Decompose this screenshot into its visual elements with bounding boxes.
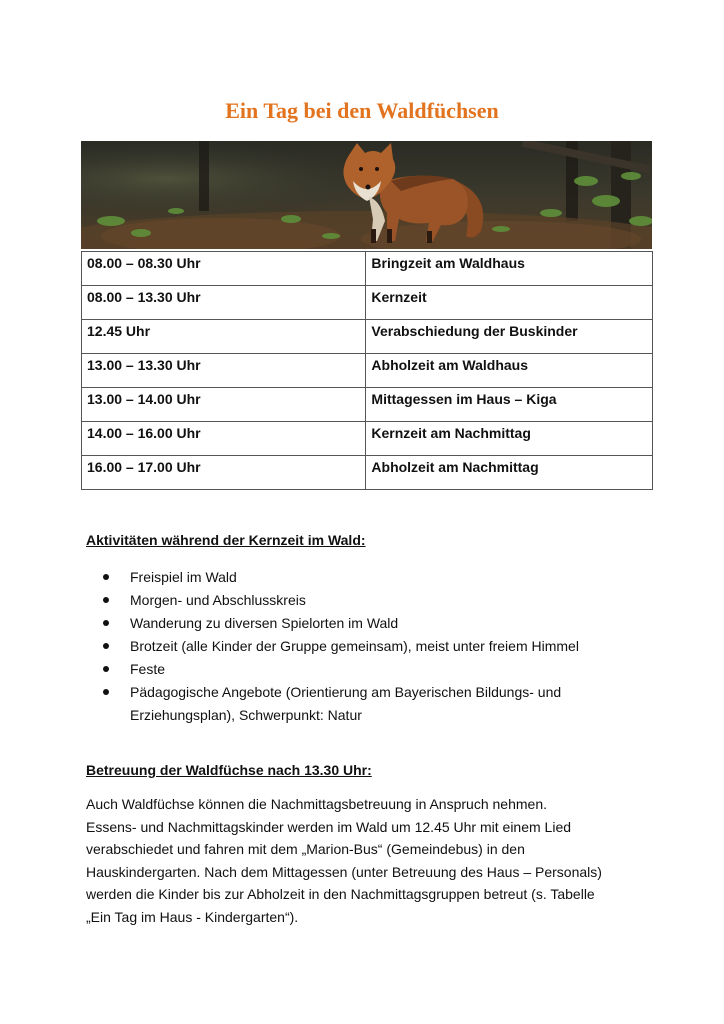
schedule-activity: Verabschiedung der Buskinder xyxy=(366,320,653,354)
activities-list xyxy=(86,566,646,727)
table-row xyxy=(82,456,653,490)
page-title: Ein Tag bei den Waldfüchsen xyxy=(225,98,499,123)
bullet-icon xyxy=(103,574,109,580)
schedule-time: 14.00 – 16.00 Uhr xyxy=(82,422,366,456)
table-row xyxy=(82,422,653,456)
schedule-time: 08.00 – 13.30 Uhr xyxy=(82,286,366,320)
table-row xyxy=(82,252,653,286)
schedule-activity: Abholzeit am Nachmittag xyxy=(366,456,653,490)
schedule-table xyxy=(81,251,653,490)
bullet-icon xyxy=(103,643,109,649)
list-item: Wanderung zu diversen Spielorten im Wald xyxy=(86,612,646,635)
care-paragraph: Auch Waldfüchse können die Nachmittagsbetreuung in Anspruch nehmen. Essens- und Nachmittagskinder werden im Wald um 12.45 Uhr mit einem Lied verabschiedet und fahren mit dem „Marion-Bus“ (Gemeindebus) in den Hauskindergarten. Nach dem Mittagessen (unter Betreuung des Haus – Personals) werden die Kinder bis zur Abholzeit in den Nachmittagsgruppen betreut (s. Tabelle „Ein Tag im Haus - Kindergarten“). xyxy=(86,796,602,925)
schedule-time: 08.00 – 08.30 Uhr xyxy=(82,252,366,286)
schedule-time: 13.00 – 14.00 Uhr xyxy=(82,388,366,422)
schedule-time: 13.00 – 13.30 Uhr xyxy=(82,354,366,388)
bullet-icon xyxy=(103,666,109,672)
table-row xyxy=(82,388,653,422)
table-row xyxy=(82,354,653,388)
schedule-activity: Mittagessen im Haus – Kiga xyxy=(366,388,653,422)
list-item: Feste xyxy=(86,658,646,681)
schedule-time: 16.00 – 17.00 Uhr xyxy=(82,456,366,490)
care-heading: Betreuung der Waldfüchse nach 13.30 Uhr: xyxy=(86,762,372,778)
table-row xyxy=(82,320,653,354)
activities-heading: Aktivitäten während der Kernzeit im Wald: xyxy=(86,532,366,548)
list-item: Pädagogische Angebote (Orientierung am Bayerischen Bildungs- und Erziehungsplan), Schwerpunkt: Natur xyxy=(86,681,646,727)
schedule-activity: Kernzeit xyxy=(366,286,653,320)
bullet-icon xyxy=(103,620,109,626)
fox-photo xyxy=(81,141,652,249)
schedule-activity: Abholzeit am Waldhaus xyxy=(366,354,653,388)
bullet-icon xyxy=(103,597,109,603)
table-row xyxy=(82,286,653,320)
schedule-activity: Bringzeit am Waldhaus xyxy=(366,252,653,286)
list-item: Morgen- und Abschlusskreis xyxy=(86,589,646,612)
fox-in-forest-icon xyxy=(81,141,652,249)
list-item: Freispiel im Wald xyxy=(86,566,646,589)
schedule-time: 12.45 Uhr xyxy=(82,320,366,354)
bullet-icon xyxy=(103,689,109,695)
schedule-activity: Kernzeit am Nachmittag xyxy=(366,422,653,456)
list-item: Brotzeit (alle Kinder der Gruppe gemeinsam), meist unter freiem Himmel xyxy=(86,635,646,658)
